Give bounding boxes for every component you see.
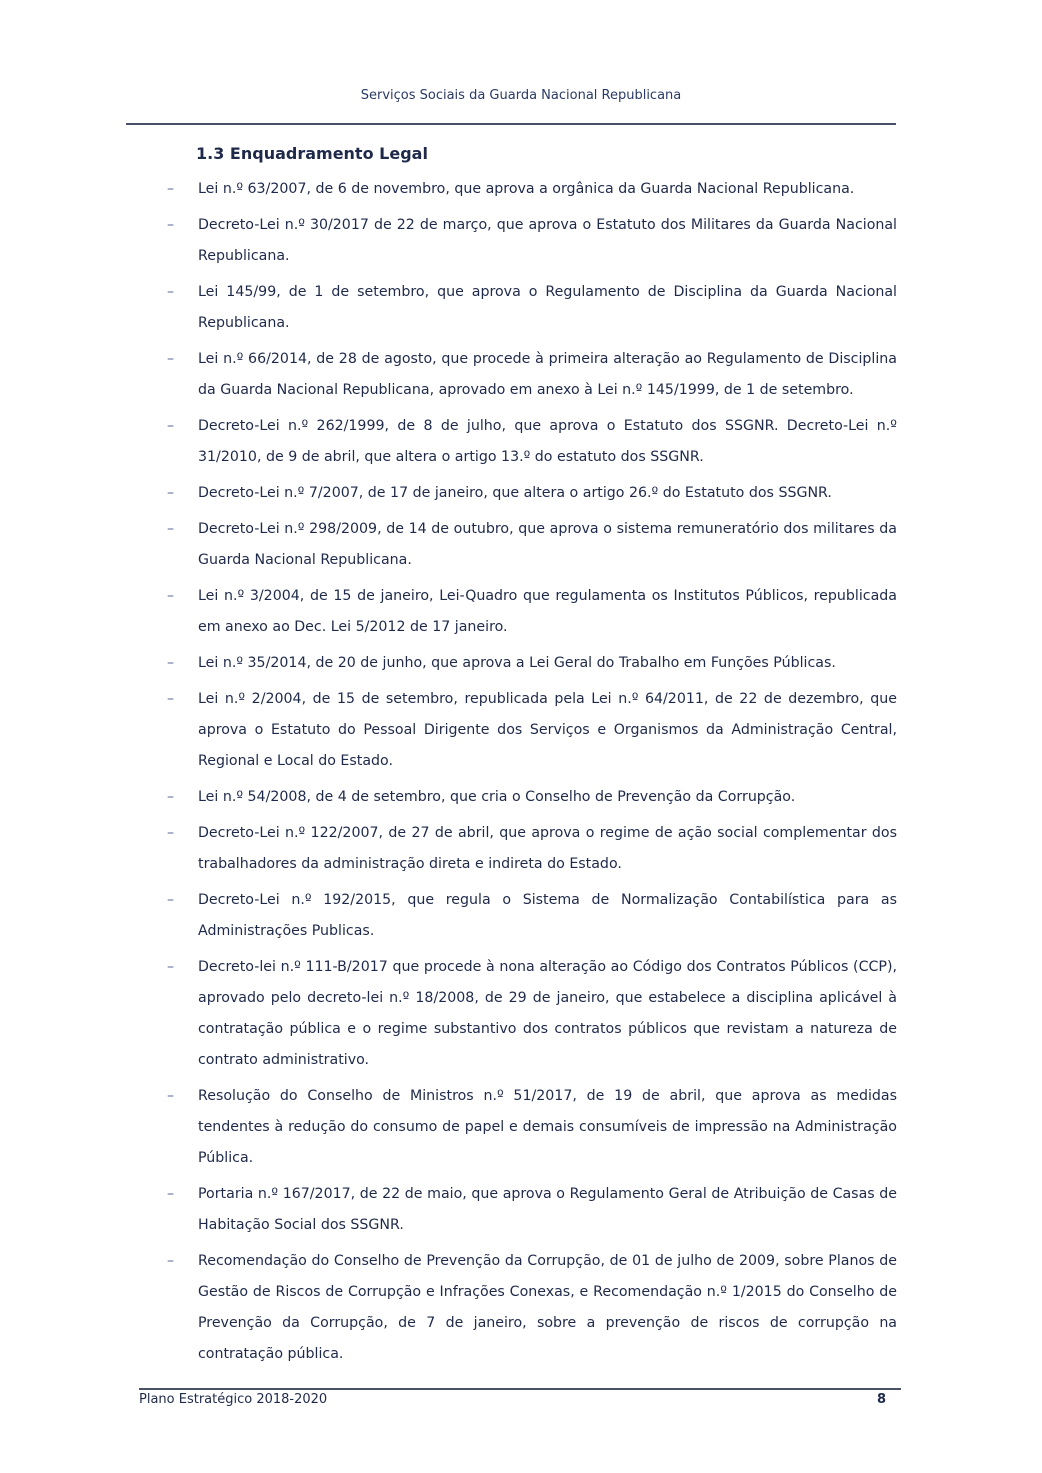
list-item <box>163 478 897 509</box>
list-item <box>163 818 897 880</box>
footer-divider <box>139 1388 901 1390</box>
list-item-text: Decreto-Lei n.º 192/2015, que regula o Sistema de Normalização Contabilística para as Administrações Publicas. <box>198 892 897 939</box>
list-item <box>163 581 897 643</box>
list-item <box>163 1246 897 1370</box>
dash-bullet: – <box>167 588 175 604</box>
list-item <box>163 1179 897 1241</box>
list-item <box>163 344 897 406</box>
list-item-text: Resolução do Conselho de Ministros n.º 51/2017, de 19 de abril, que aprova as medidas tendentes à redução do consumo de papel e demais consumíveis de impressão na Administração Pública. <box>198 1088 897 1166</box>
dash-bullet: – <box>167 1088 175 1104</box>
list-item <box>163 1081 897 1174</box>
page-number: 8 <box>876 1392 886 1407</box>
dash-bullet: – <box>167 217 175 233</box>
page-content <box>163 140 897 1375</box>
list-item <box>163 277 897 339</box>
dash-bullet: – <box>167 181 175 197</box>
dash-bullet: – <box>167 284 175 300</box>
dash-bullet: – <box>167 351 175 367</box>
footer-document-title: Plano Estratégico 2018-2020 <box>139 1392 328 1407</box>
list-item-text: Lei n.º 2/2004, de 15 de setembro, republicada pela Lei n.º 64/2011, de 22 de dezembro, que aprova o Estatuto do Pessoal Dirigente dos Serviços e Organismos da Administração Central, Regional e Local do Estado. <box>198 691 897 769</box>
dash-bullet: – <box>167 418 175 434</box>
list-item <box>163 885 897 947</box>
header-divider <box>126 123 896 125</box>
list-item <box>163 684 897 777</box>
list-item-text: Lei n.º 66/2014, de 28 de agosto, que procede à primeira alteração ao Regulamento de Disciplina da Guarda Nacional Republicana, aprovado em anexo à Lei n.º 145/1999, de 1 de setembro. <box>198 351 897 398</box>
list-item <box>163 174 897 205</box>
section-title: 1.3 Enquadramento Legal <box>196 144 428 163</box>
list-item <box>163 952 897 1076</box>
list-item-text: Decreto-Lei n.º 7/2007, de 17 de janeiro, que altera o artigo 26.º do Estatuto dos SSGNR. <box>198 485 832 501</box>
list-item-text: Lei 145/99, de 1 de setembro, que aprova o Regulamento de Disciplina da Guarda Nacional Republicana. <box>198 284 897 331</box>
list-item-text: Decreto-Lei n.º 122/2007, de 27 de abril, que aprova o regime de ação social complementar dos trabalhadores da administração direta e indireta do Estado. <box>198 825 897 872</box>
list-item-text: Lei n.º 3/2004, de 15 de janeiro, Lei-Quadro que regulamenta os Institutos Públicos, republicada em anexo ao Dec. Lei 5/2012 de 17 janeiro. <box>198 588 897 635</box>
list-item-text: Decreto-lei n.º 111-B/2017 que procede à nona alteração ao Código dos Contratos Públicos (CCP), aprovado pelo decreto-lei n.º 18/2008, de 29 de janeiro, que estabelece a disciplina aplicável à contratação pública e o regime substantivo dos contratos públicos que revistam a natureza de contrato administrativo. <box>198 959 897 1068</box>
list-item-text: Decreto-Lei n.º 298/2009, de 14 de outubro, que aprova o sistema remuneratório dos militares da Guarda Nacional Republicana. <box>198 521 897 568</box>
list-item <box>163 648 897 679</box>
dash-bullet: – <box>167 655 175 671</box>
dash-bullet: – <box>167 789 175 805</box>
list-item <box>163 411 897 473</box>
list-item-text: Recomendação do Conselho de Prevenção da Corrupção, de 01 de julho de 2009, sobre Planos de Gestão de Riscos de Corrupção e Infrações Conexas, e Recomendação n.º 1/2015 do Conselho de Prevenção da Corrupção, de 7 de janeiro, sobre a prevenção de riscos de corrupção na contratação pública. <box>198 1253 897 1362</box>
page-header: Serviços Sociais da Guarda Nacional Republicana <box>360 88 682 103</box>
list-item <box>163 782 897 813</box>
legal-framework-list <box>163 174 897 1370</box>
list-item <box>163 514 897 576</box>
list-item-text: Lei n.º 35/2014, de 20 de junho, que aprova a Lei Geral do Trabalho em Funções Públicas. <box>198 655 836 671</box>
dash-bullet: – <box>167 691 175 707</box>
list-item <box>163 210 897 272</box>
list-item-text: Decreto-Lei n.º 262/1999, de 8 de julho, que aprova o Estatuto dos SSGNR. Decreto-Lei n.º 31/2010, de 9 de abril, que altera o artigo 13.º do estatuto dos SSGNR. <box>198 418 897 465</box>
dash-bullet: – <box>167 1186 175 1202</box>
list-item-text: Lei n.º 63/2007, de 6 de novembro, que aprova a orgânica da Guarda Nacional Republicana. <box>198 181 855 197</box>
list-item-text: Portaria n.º 167/2017, de 22 de maio, que aprova o Regulamento Geral de Atribuição de Casas de Habitação Social dos SSGNR. <box>198 1186 897 1233</box>
dash-bullet: – <box>167 521 175 537</box>
dash-bullet: – <box>167 825 175 841</box>
dash-bullet: – <box>167 959 175 975</box>
dash-bullet: – <box>167 485 175 501</box>
dash-bullet: – <box>167 1253 175 1269</box>
dash-bullet: – <box>167 892 175 908</box>
list-item-text: Decreto-Lei n.º 30/2017 de 22 de março, que aprova o Estatuto dos Militares da Guarda Nacional Republicana. <box>198 217 897 264</box>
list-item-text: Lei n.º 54/2008, de 4 de setembro, que cria o Conselho de Prevenção da Corrupção. <box>198 789 796 805</box>
